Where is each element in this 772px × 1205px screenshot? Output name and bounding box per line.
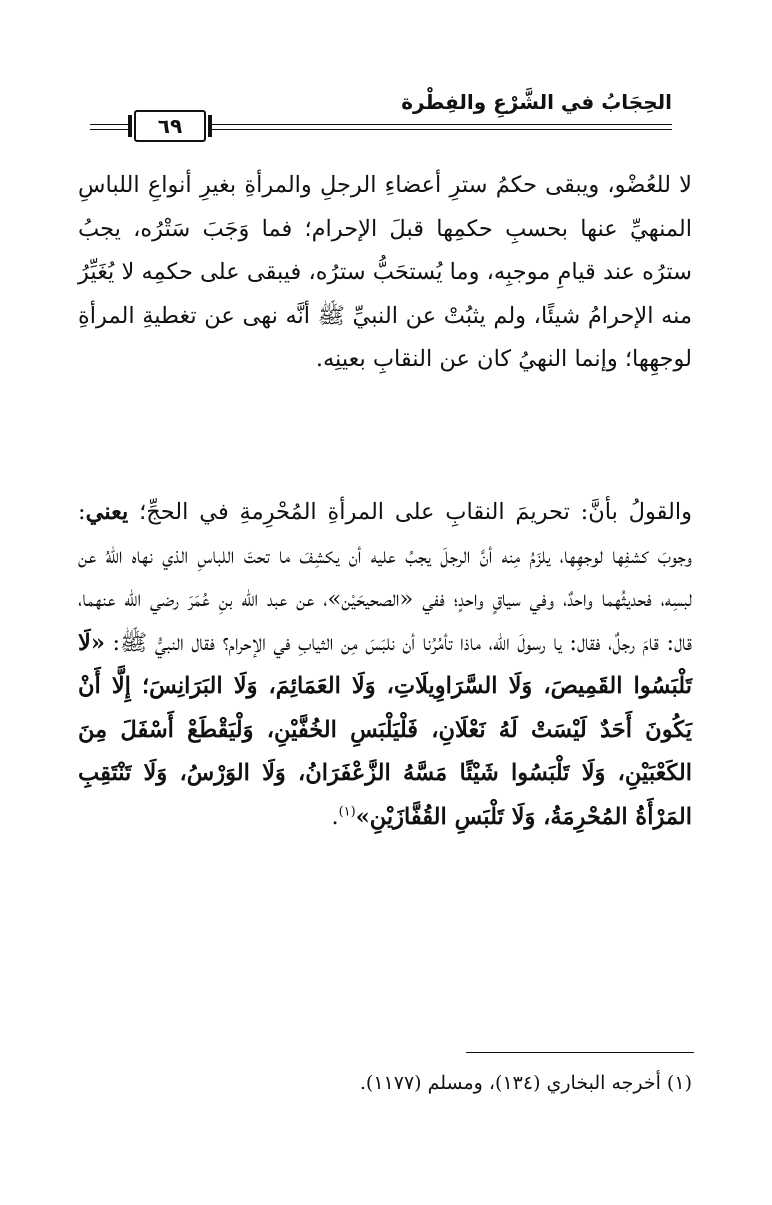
footnote-separator [466,1052,694,1053]
paragraph-2-bold-word: يعني [85,499,129,525]
hadith-quote: «لَا تَلْبَسُوا القَمِيصَ، وَلَا السَّرَاوِيلَاتِ، وَلَا العَمَائِمَ، وَلَا البَرَانِسَ؛ إِلَّا أَنْ يَكُونَ أَحَدٌ لَيْسَتْ لَهُ نَعْلَانِ، فَلْيَلْبَسِ الخُفَّيْنِ، وَلْيَقْطَعْ أَسْفَلَ مِنَ الكَعْبَيْنِ، وَلَا تَلْبَسُوا شَيْئًا مَسَّهُ الزَّعْفَرَانُ، وَلَا الوَرْسُ، وَلَا تَنْتَقِبِ المَرْأَةُ المُحْرِمَةُ، وَلَا تَلْبَسِ القُفَّازَيْنِ» [78,629,692,830]
page-number: ٦٩ [157,114,183,138]
paragraph-2-middle: : وجوبَ كشفِها لوجهِها، يلزَمُ مِنه أنَّ الرجلَ يجبُ عليه أن يكشِفَ ما تحتَ اللباسِ الذي نهاه اللهُ عن لبسِه، فحديثُهما واحدٌ، وفي سياقٍ واحدٍ؛ ففي «الصحيحَيْن»، عن عبد الله بنِ عُمَرَ رضي الله عنهما، قال: قامَ رجلٌ، فقال: يا رسولَ الله، ماذا تأمُرُنا أن نلبَسَ مِن الثيابِ في الإحرام؟ فقال النبيُّ ﷺ: [78,499,692,656]
footnote-reference[interactable]: (١) [338,804,356,819]
paragraph-2-end: . [331,803,339,830]
header-rule-left [90,124,130,125]
header-rule-double [210,129,672,130]
running-title: الحِجَابُ في الشَّرْعِ والفِطْرة [401,90,672,114]
header-rule [210,124,672,125]
paragraph-2 [78,491,692,839]
paragraph-1: لا للعُضْو، ويبقى حكمُ سترِ أعضاءِ الرجلِ والمرأةِ بغيرِ أنواعِ اللباسِ المنهيِّ عنها بحسبِ حكمِها قبلَ الإحرام؛ فما وَجَبَ سَتْرُه، يجبُ سترُه عند قيامِ موجبِه، وما يُستحَبُّ سترُه، فيبقى على حكمِه لا يُغَيِّرُ منه الإحرامُ شيئًا، ولم يثبُتْ عن النبيِّ ﷺ أنَّه نهى عن تغطيةِ المرأةِ لوجهِها؛ وإنما النهيُ كان عن النقابِ بعينِه. [78,172,692,372]
paragraph-2-intro: والقولُ بأنَّ: تحريمَ النقابِ على المرأةِ المُحْرِمةِ في الحجِّ؛ [139,499,692,525]
page-header [90,88,672,148]
page-number-box [134,110,206,142]
header-rule-left-double [90,129,130,130]
footnote: (١) أخرجه البخاري (١٣٤)، ومسلم (١١٧٧). [359,1072,692,1094]
